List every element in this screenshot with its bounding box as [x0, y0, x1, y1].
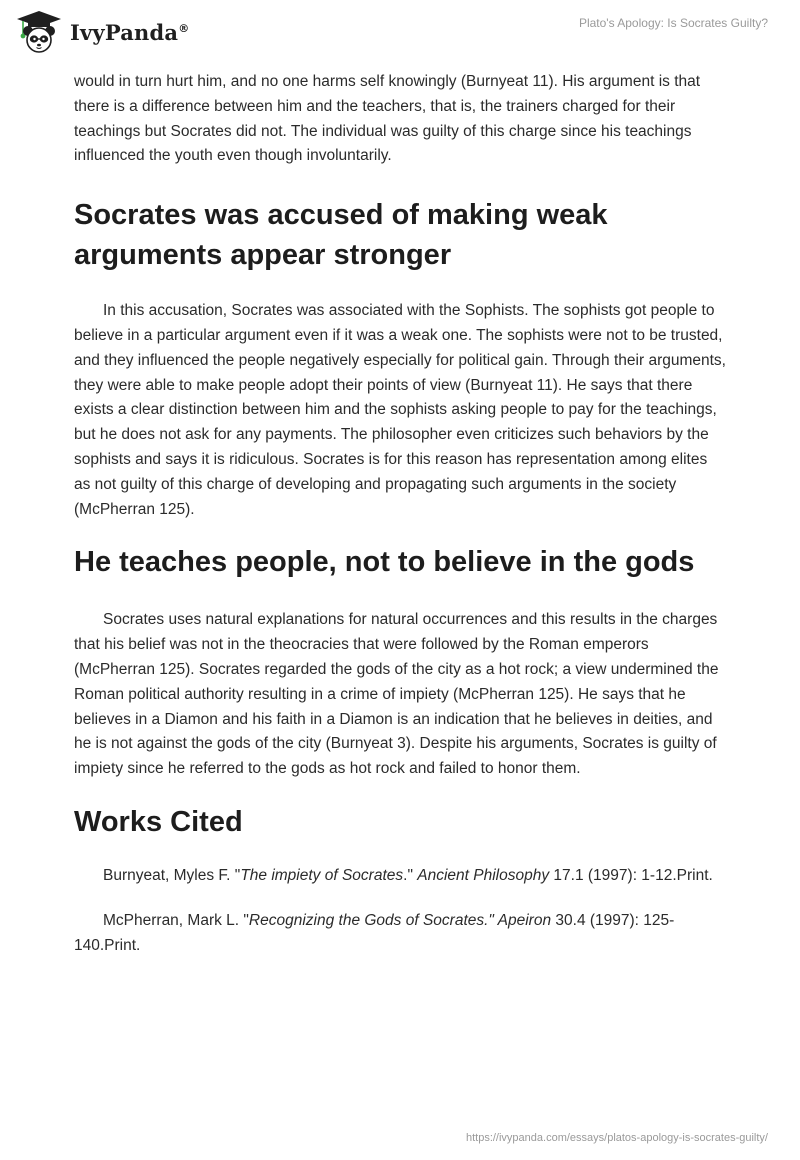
logo-text: IvyPanda®: [70, 19, 190, 45]
essay-body: [74, 70, 726, 958]
panda-graduate-icon: [14, 9, 64, 55]
works-cited-heading: Works Cited: [74, 805, 243, 838]
page-header: [0, 0, 800, 66]
document-title: Plato's Apology: Is Socrates Guilty?: [578, 16, 768, 30]
citation-mcpherran: McPherran, Mark L. "Recognizing the Gods of Socrates." Apeiron 30.4 (1997): 125-140.Print.: [74, 911, 675, 954]
ivypanda-logo[interactable]: [14, 8, 189, 56]
section-heading-weak-arguments: Socrates was accused of making weak arguments appear stronger: [74, 199, 608, 272]
paragraph-continued: would in turn hurt him, and no one harms self knowingly (Burnyeat 11). His argument is that there is a difference between him and the teachers, that is, the trainers charged for their teachings but Socrates did not. The individual was guilty of this charge since his teachings influenced the youth even though involuntarily.: [74, 73, 701, 165]
source-url[interactable]: https://ivypanda.com/essays/platos-apology-is-socrates-guilty/: [465, 1132, 768, 1144]
citation-burnyeat: Burnyeat, Myles F. "The impiety of Socrates." Ancient Philosophy 17.1 (1997): 1-12.Print.: [103, 866, 713, 884]
paragraph-sophists: In this accusation, Socrates was associated with the Sophists. The sophists got people to believe in a particular argument even if it was a weak one. The sophists were not to be trusted, and they influenced the people negatively especially for political gain. Through their arguments, they were able to make people adopt their points of view (Burnyeat 11). He says that there exists a clear distinction between him and the sophists asking people to pay for the teachings, but he does not ask for any payments. The philosopher even criticizes such behaviors by the sophists and says it is ridiculous. Socrates is for this reason has representation among elites as not guilty of this charge of developing and propagating such arguments in the society (McPherran 125).: [74, 302, 726, 518]
section-heading-gods: He teaches people, not to believe in the gods: [74, 546, 695, 579]
paragraph-impiety: Socrates uses natural explanations for natural occurrences and this results in the charges that his belief was not in the theocracies that were followed by the Roman emperors (McPherran 125). Socrates regarded the gods of the city as a hot rock; a view undermined the Roman political authority resulting in a crime of impiety (McPherran 125). He says that he believes in a Diamon and his faith in a Diamon is an indication that he believes in deities, and he is not against the gods of the city (Burnyeat 3). Despite his arguments, Socrates is guilty of impiety since he referred to the gods as hot rock and failed to honor them.: [74, 611, 719, 778]
